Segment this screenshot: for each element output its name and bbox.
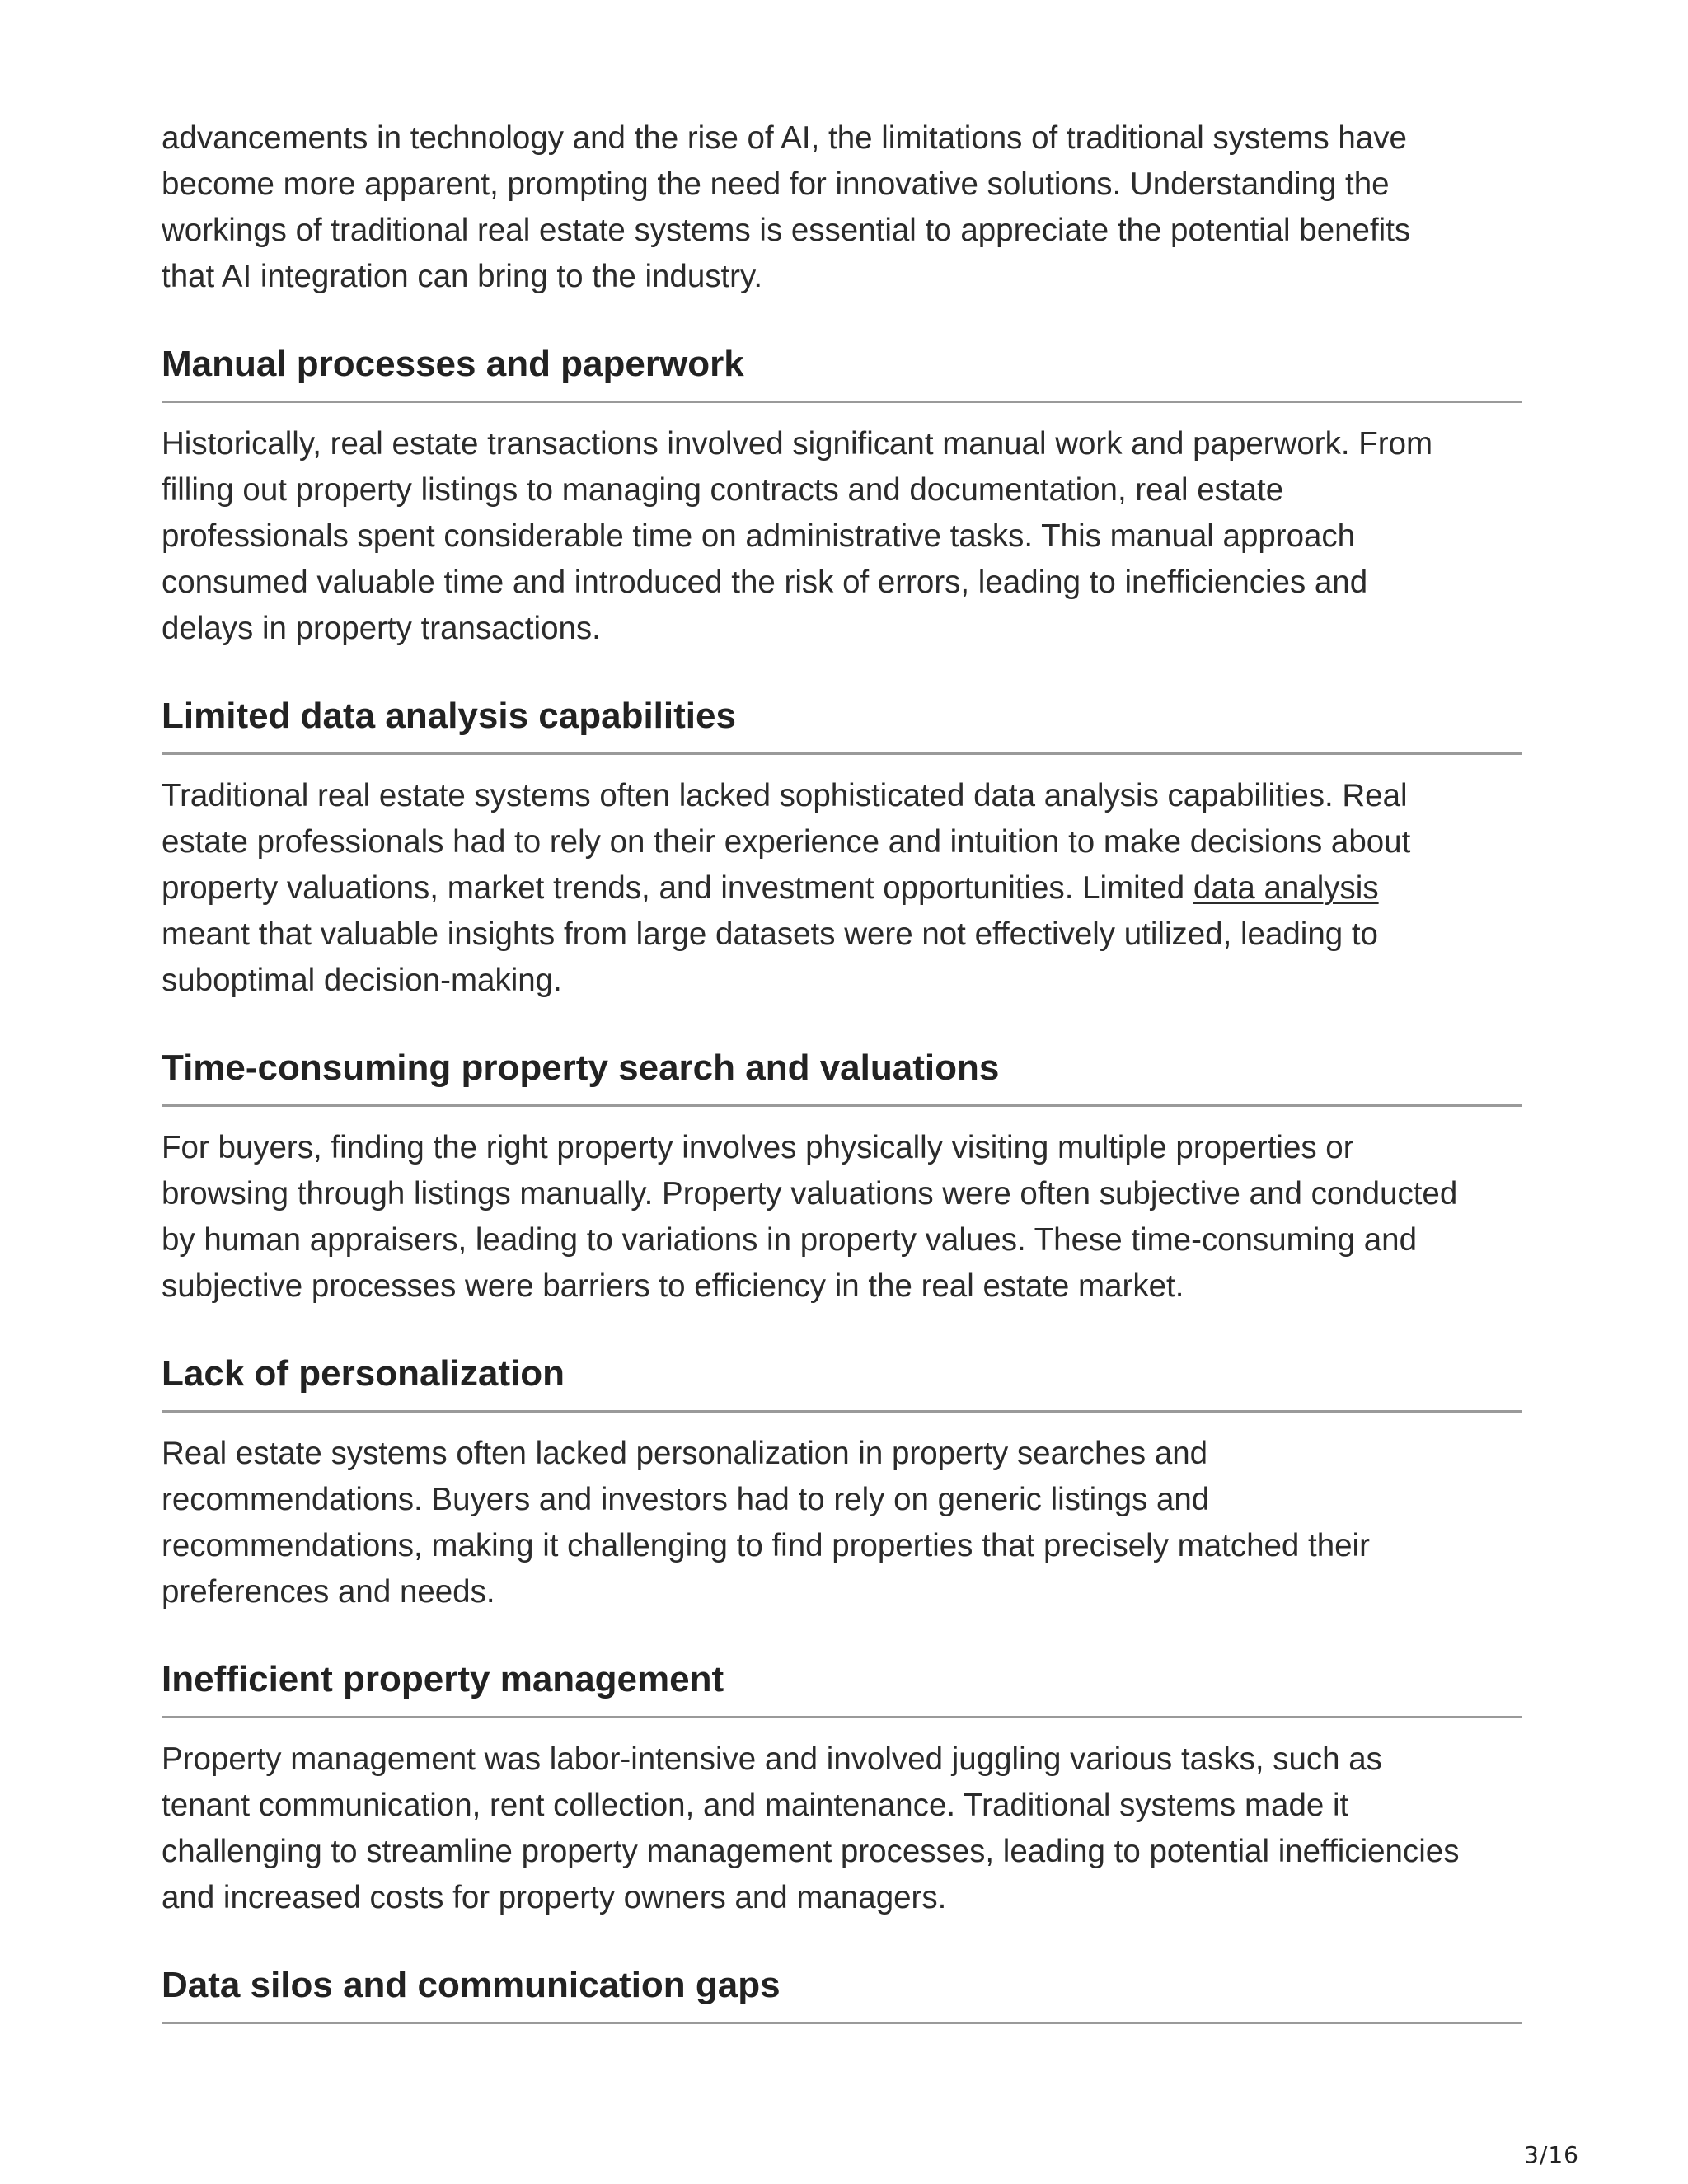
section-heading: Manual processes and paperwork xyxy=(162,341,1522,403)
article-content xyxy=(162,115,1522,2024)
section-limited-data-analysis xyxy=(162,693,1522,1004)
section-heading: Limited data analysis capabilities xyxy=(162,693,1522,755)
section-heading: Inefficient property management xyxy=(162,1657,1522,1718)
section-paragraph: For buyers, finding the right property involves physically visiting multiple properties or browsing through listings manually. Property valuations were often subjective and conducted by human appraisers, leading to variations in property values. These time-consuming and subjective processes were barriers to efficiency in the real estate market. xyxy=(162,1130,1458,1304)
section-heading: Lack of personalization xyxy=(162,1351,1522,1413)
section-manual-processes xyxy=(162,341,1522,652)
page-number: 3/16 xyxy=(1524,2141,1579,2168)
paragraph-text-before-link: Traditional real estate systems often lacked sophisticated data analysis capabilities. Real estate professionals had to rely on their experience and intuition to make decisions about property valuations, market trends, and investment opportunities. Limited xyxy=(162,778,1411,906)
data-analysis-link[interactable]: data analysis xyxy=(1193,870,1379,906)
intro-paragraph: advancements in technology and the rise of AI, the limitations of traditional systems have become more apparent, prompting the need for innovative solutions. Understanding the workings of traditional real estate systems is essential to appreciate the potential benefits that AI integration can bring to the industry. xyxy=(162,120,1411,294)
section-paragraph: Property management was labor-intensive and involved juggling various tasks, such as tenant communication, rent collection, and maintenance. Traditional systems made it challenging to streamline property management processes, leading to potential inefficiencies and increased costs for property owners and managers. xyxy=(162,1741,1460,1915)
paragraph-text-after-link: meant that valuable insights from large datasets were not effectively utilized, leading to suboptimal decision-making. xyxy=(162,916,1378,998)
section-lack-of-personalization xyxy=(162,1351,1522,1615)
section-time-consuming-search xyxy=(162,1045,1522,1310)
section-paragraph: Real estate systems often lacked personalization in property searches and recommendations. Buyers and investors had to rely on generic listings and recommendations, making it challenging to find properties that precisely matched their preferences and needs. xyxy=(162,1436,1370,1610)
section-inefficient-property-management xyxy=(162,1657,1522,1921)
section-paragraph xyxy=(162,773,1522,1004)
section-paragraph: Historically, real estate transactions involved significant manual work and paperwork. From filling out property listings to managing contracts and documentation, real estate professionals spent considerable time on administrative tasks. This manual approach consumed valuable time and introduced the risk of errors, leading to inefficiencies and delays in property transactions. xyxy=(162,426,1433,646)
section-data-silos xyxy=(162,1962,1522,2024)
section-heading: Data silos and communication gaps xyxy=(162,1962,1522,2024)
section-heading: Time-consuming property search and valuations xyxy=(162,1045,1522,1107)
